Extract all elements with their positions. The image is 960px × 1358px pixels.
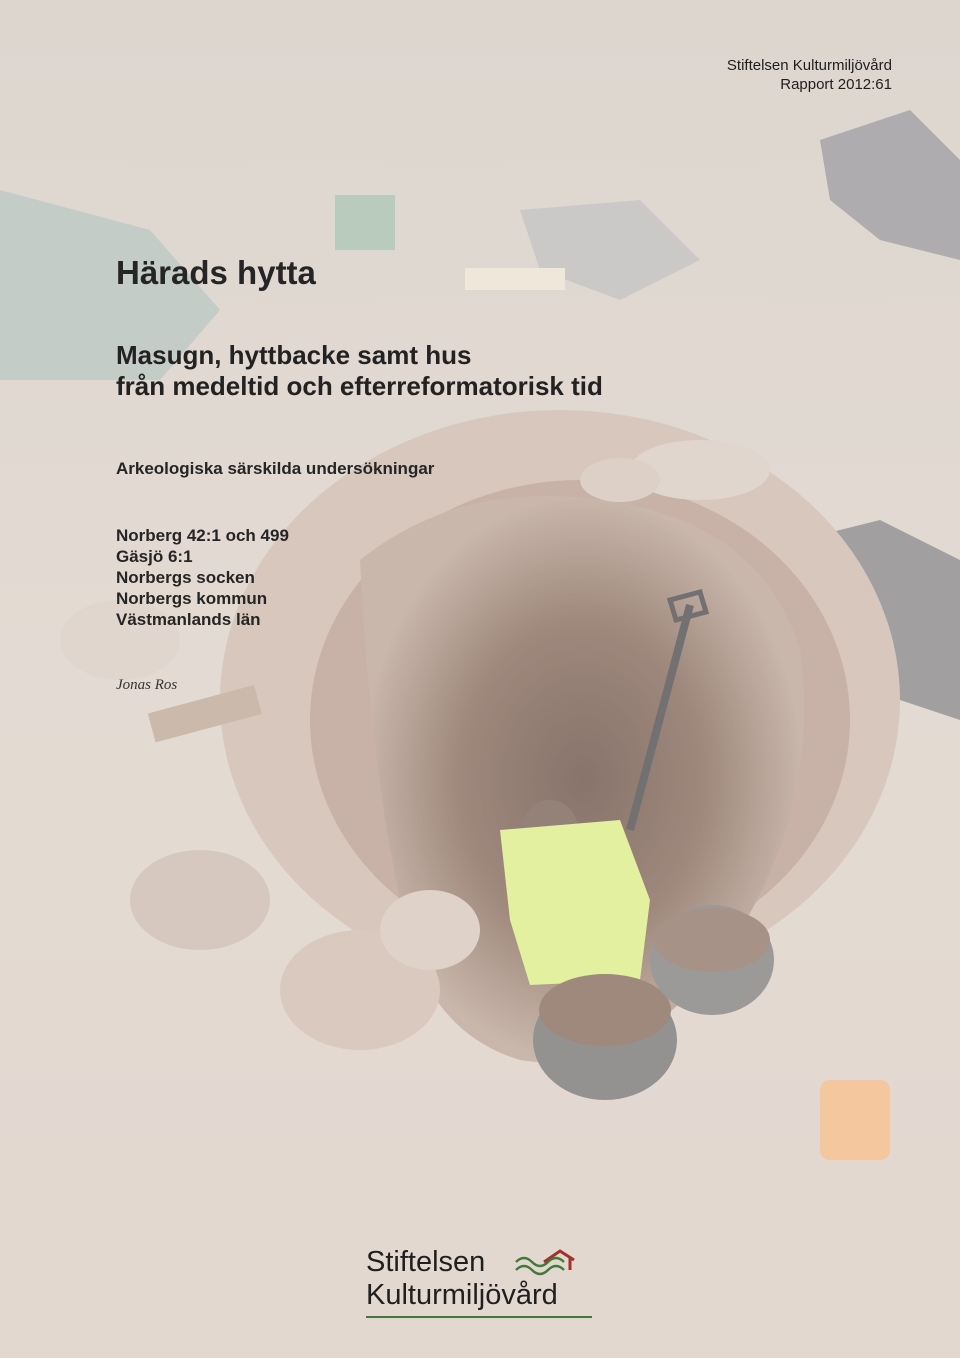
report-number: Rapport 2012:61 — [780, 76, 892, 93]
logo-line-1: Stiftelsen — [366, 1246, 486, 1278]
subtitle-line-1: Masugn, hyttbacke samt hus — [116, 340, 472, 370]
location-item: Norberg 42:1 och 499 — [116, 526, 289, 545]
location-item: Västmanlands län — [116, 610, 261, 629]
location-item: Norbergs kommun — [116, 589, 268, 608]
logo-underline — [366, 1316, 592, 1318]
location-item: Norbergs socken — [116, 568, 255, 587]
author-name: Jonas Ros — [116, 677, 178, 693]
report-type: Arkeologiska särskilda undersökningar — [116, 459, 435, 478]
report-subtitle — [116, 340, 836, 402]
location-list — [116, 525, 289, 630]
report-title: Härads hytta — [116, 254, 316, 291]
publisher-logo — [366, 1246, 596, 1322]
logo-line-2: Kulturmiljövård — [366, 1279, 558, 1311]
subtitle-line-2: från medeltid och efterreformatorisk tid — [116, 371, 603, 401]
publisher-block — [727, 56, 892, 94]
river-roof-logo-icon — [514, 1248, 576, 1280]
publisher-name: Stiftelsen Kulturmiljövård — [726, 57, 892, 74]
location-item: Gäsjö 6:1 — [116, 547, 193, 566]
